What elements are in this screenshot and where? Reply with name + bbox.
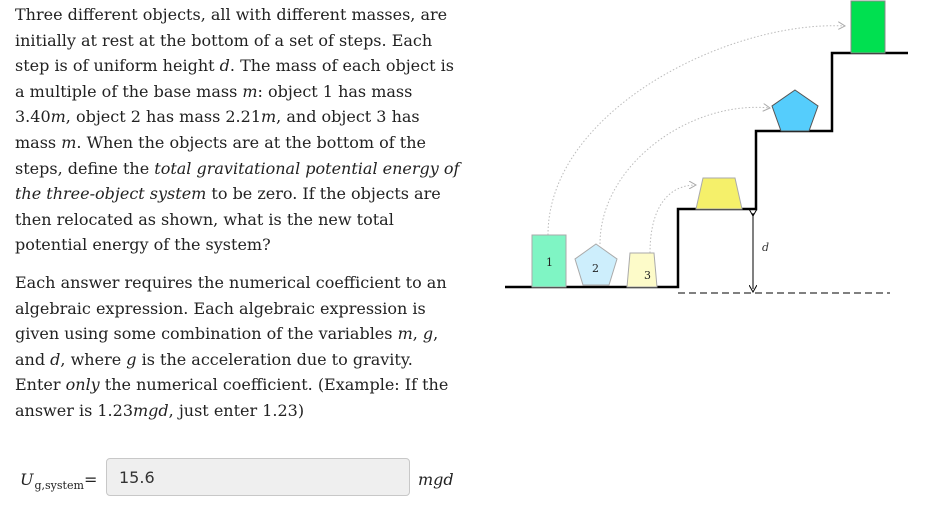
answer-label: $U_{g,system}$ bbox=[20, 470, 84, 492]
object-2-label: 2 bbox=[592, 262, 599, 275]
object-3-on-step bbox=[696, 178, 742, 209]
steps-figure bbox=[500, 0, 910, 300]
problem-paragraph-2: Each answer requires the numerical coefficient to an algebraic expression. Each algebraic expression is given using some combination of the variables m, g, and d, where g is the acceleration due to gravity. Enter only the numerical coefficient. (Example: If the answer is 1.23mgd, just enter 1.23) bbox=[15, 272, 449, 420]
path-object-3 bbox=[650, 185, 696, 253]
problem-text bbox=[15, 2, 460, 436]
answer-unit: mgd bbox=[418, 470, 454, 489]
equals-sign: = bbox=[84, 470, 98, 489]
answer-input[interactable] bbox=[106, 458, 410, 496]
problem-paragraph-1: Three different objects, all with different masses, are initially at rest at the bottom of a set of steps. Each step is of uniform height d. The mass of each object is a multiple of the base mass m: object 1 has mass 3.40m, object 2 has mass 2.21m, and object 3 has mass m. When the objects are at the bottom of the steps, define the total gravitational potential energy of the three-object system to be zero. If the objects are then relocated as shown, what is the new total potential energy of the system? bbox=[15, 5, 460, 255]
object-1-label: 1 bbox=[546, 256, 553, 269]
answer-row bbox=[20, 456, 460, 500]
path-object-2 bbox=[600, 107, 770, 244]
object-1-on-step bbox=[851, 1, 885, 53]
object-3-label: 3 bbox=[644, 269, 651, 282]
d-label: d bbox=[762, 241, 770, 254]
object-2-on-step bbox=[772, 90, 818, 131]
object-3-ground bbox=[627, 253, 657, 287]
